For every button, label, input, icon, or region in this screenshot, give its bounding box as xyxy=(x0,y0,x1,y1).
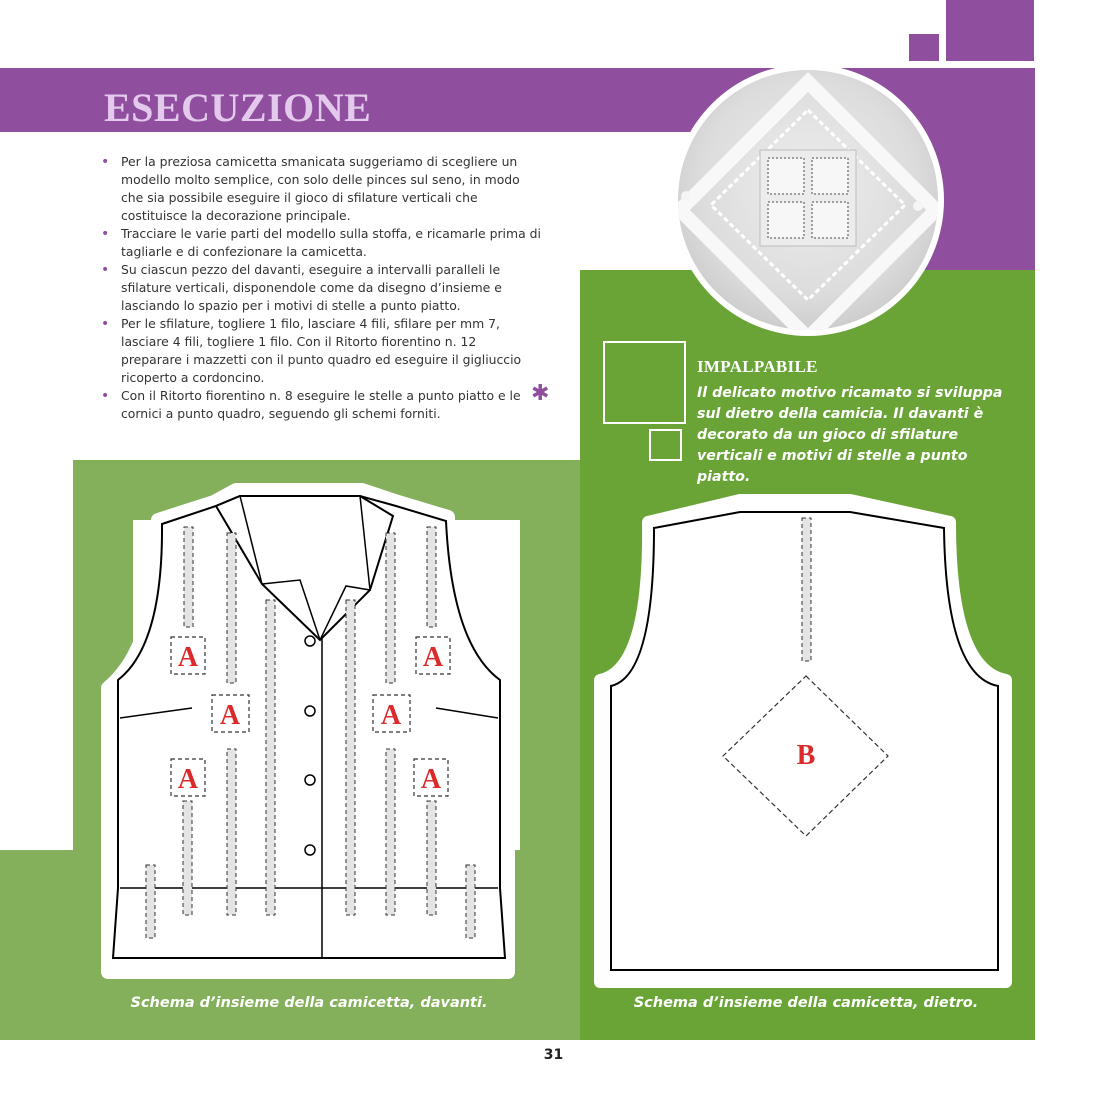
motif-a-label: A xyxy=(380,700,402,731)
page-title: ESECUZIONE xyxy=(104,85,372,130)
page-number: 31 xyxy=(543,1047,564,1063)
instruction-item xyxy=(101,153,541,225)
motif-a-label: A xyxy=(422,642,444,673)
motif-b-label: B xyxy=(796,740,816,771)
bullet-icon: • xyxy=(101,226,110,242)
instruction-text: Tracciare le varie parti del modello sulla stoffa, e ricamarle prima di tagliarle e di confezionare la camicetta. xyxy=(121,226,541,259)
motif-a-label: A xyxy=(420,764,442,795)
asterisk-icon: ✱ xyxy=(531,381,550,406)
motif-a-label: A xyxy=(219,700,241,731)
caption-front: Schema d’insieme della camicetta, davanti. xyxy=(130,995,488,1011)
instruction-text: Con il Ritorto fiorentino n. 8 eseguire le stelle a punto piatto e le cornici a punto quadro, seguendo gli schemi forniti. xyxy=(121,388,521,421)
motif-a-label: A xyxy=(177,642,199,673)
instruction-text: Per la preziosa camicetta smanicata suggeriamo di scegliere un modello molto semplice, con solo delle pinces sul seno, in modo che sia possibile eseguire il gioco di sfilature verticali che costituisce la decorazione principale. xyxy=(121,154,520,223)
bullet-icon: • xyxy=(101,316,110,332)
instruction-list xyxy=(101,153,541,423)
instruction-item xyxy=(101,315,541,387)
drawn-thread-strip-back xyxy=(802,518,811,661)
instruction-item xyxy=(101,261,541,315)
instruction-text: Su ciascun pezzo del davanti, eseguire a intervalli paralleli le sfilature verticali, disponendole come da disegno d’insieme e lasciando lo spazio per i motivi di stelle a punto piatto. xyxy=(121,262,502,313)
motif-a-label: A xyxy=(177,764,199,795)
caption-back: Schema d’insieme della camicetta, dietro. xyxy=(633,995,979,1011)
info-box-text: Il delicato motivo ricamato si sviluppa sul dietro della camicia. Il davanti è decorato da un gioco di sfilature verticali e motivi di stelle a punto piatto. xyxy=(697,385,1003,485)
bullet-icon: • xyxy=(101,154,110,170)
instruction-item xyxy=(101,225,541,261)
bullet-icon: • xyxy=(101,262,110,278)
instruction-item xyxy=(101,387,541,423)
info-box-title: IMPALPABILE xyxy=(697,357,818,376)
bullet-icon: • xyxy=(101,388,110,404)
instruction-text: Per le sfilature, togliere 1 filo, lasciare 4 fili, sfilare per mm 7, lasciare 4 fili, togliere 1 filo. Con il Ritorto fiorentino n. 12 preparare i mazzetti con il punto quadro ed eseguire il gigliuccio ricoperto a cordoncino. xyxy=(121,316,522,385)
